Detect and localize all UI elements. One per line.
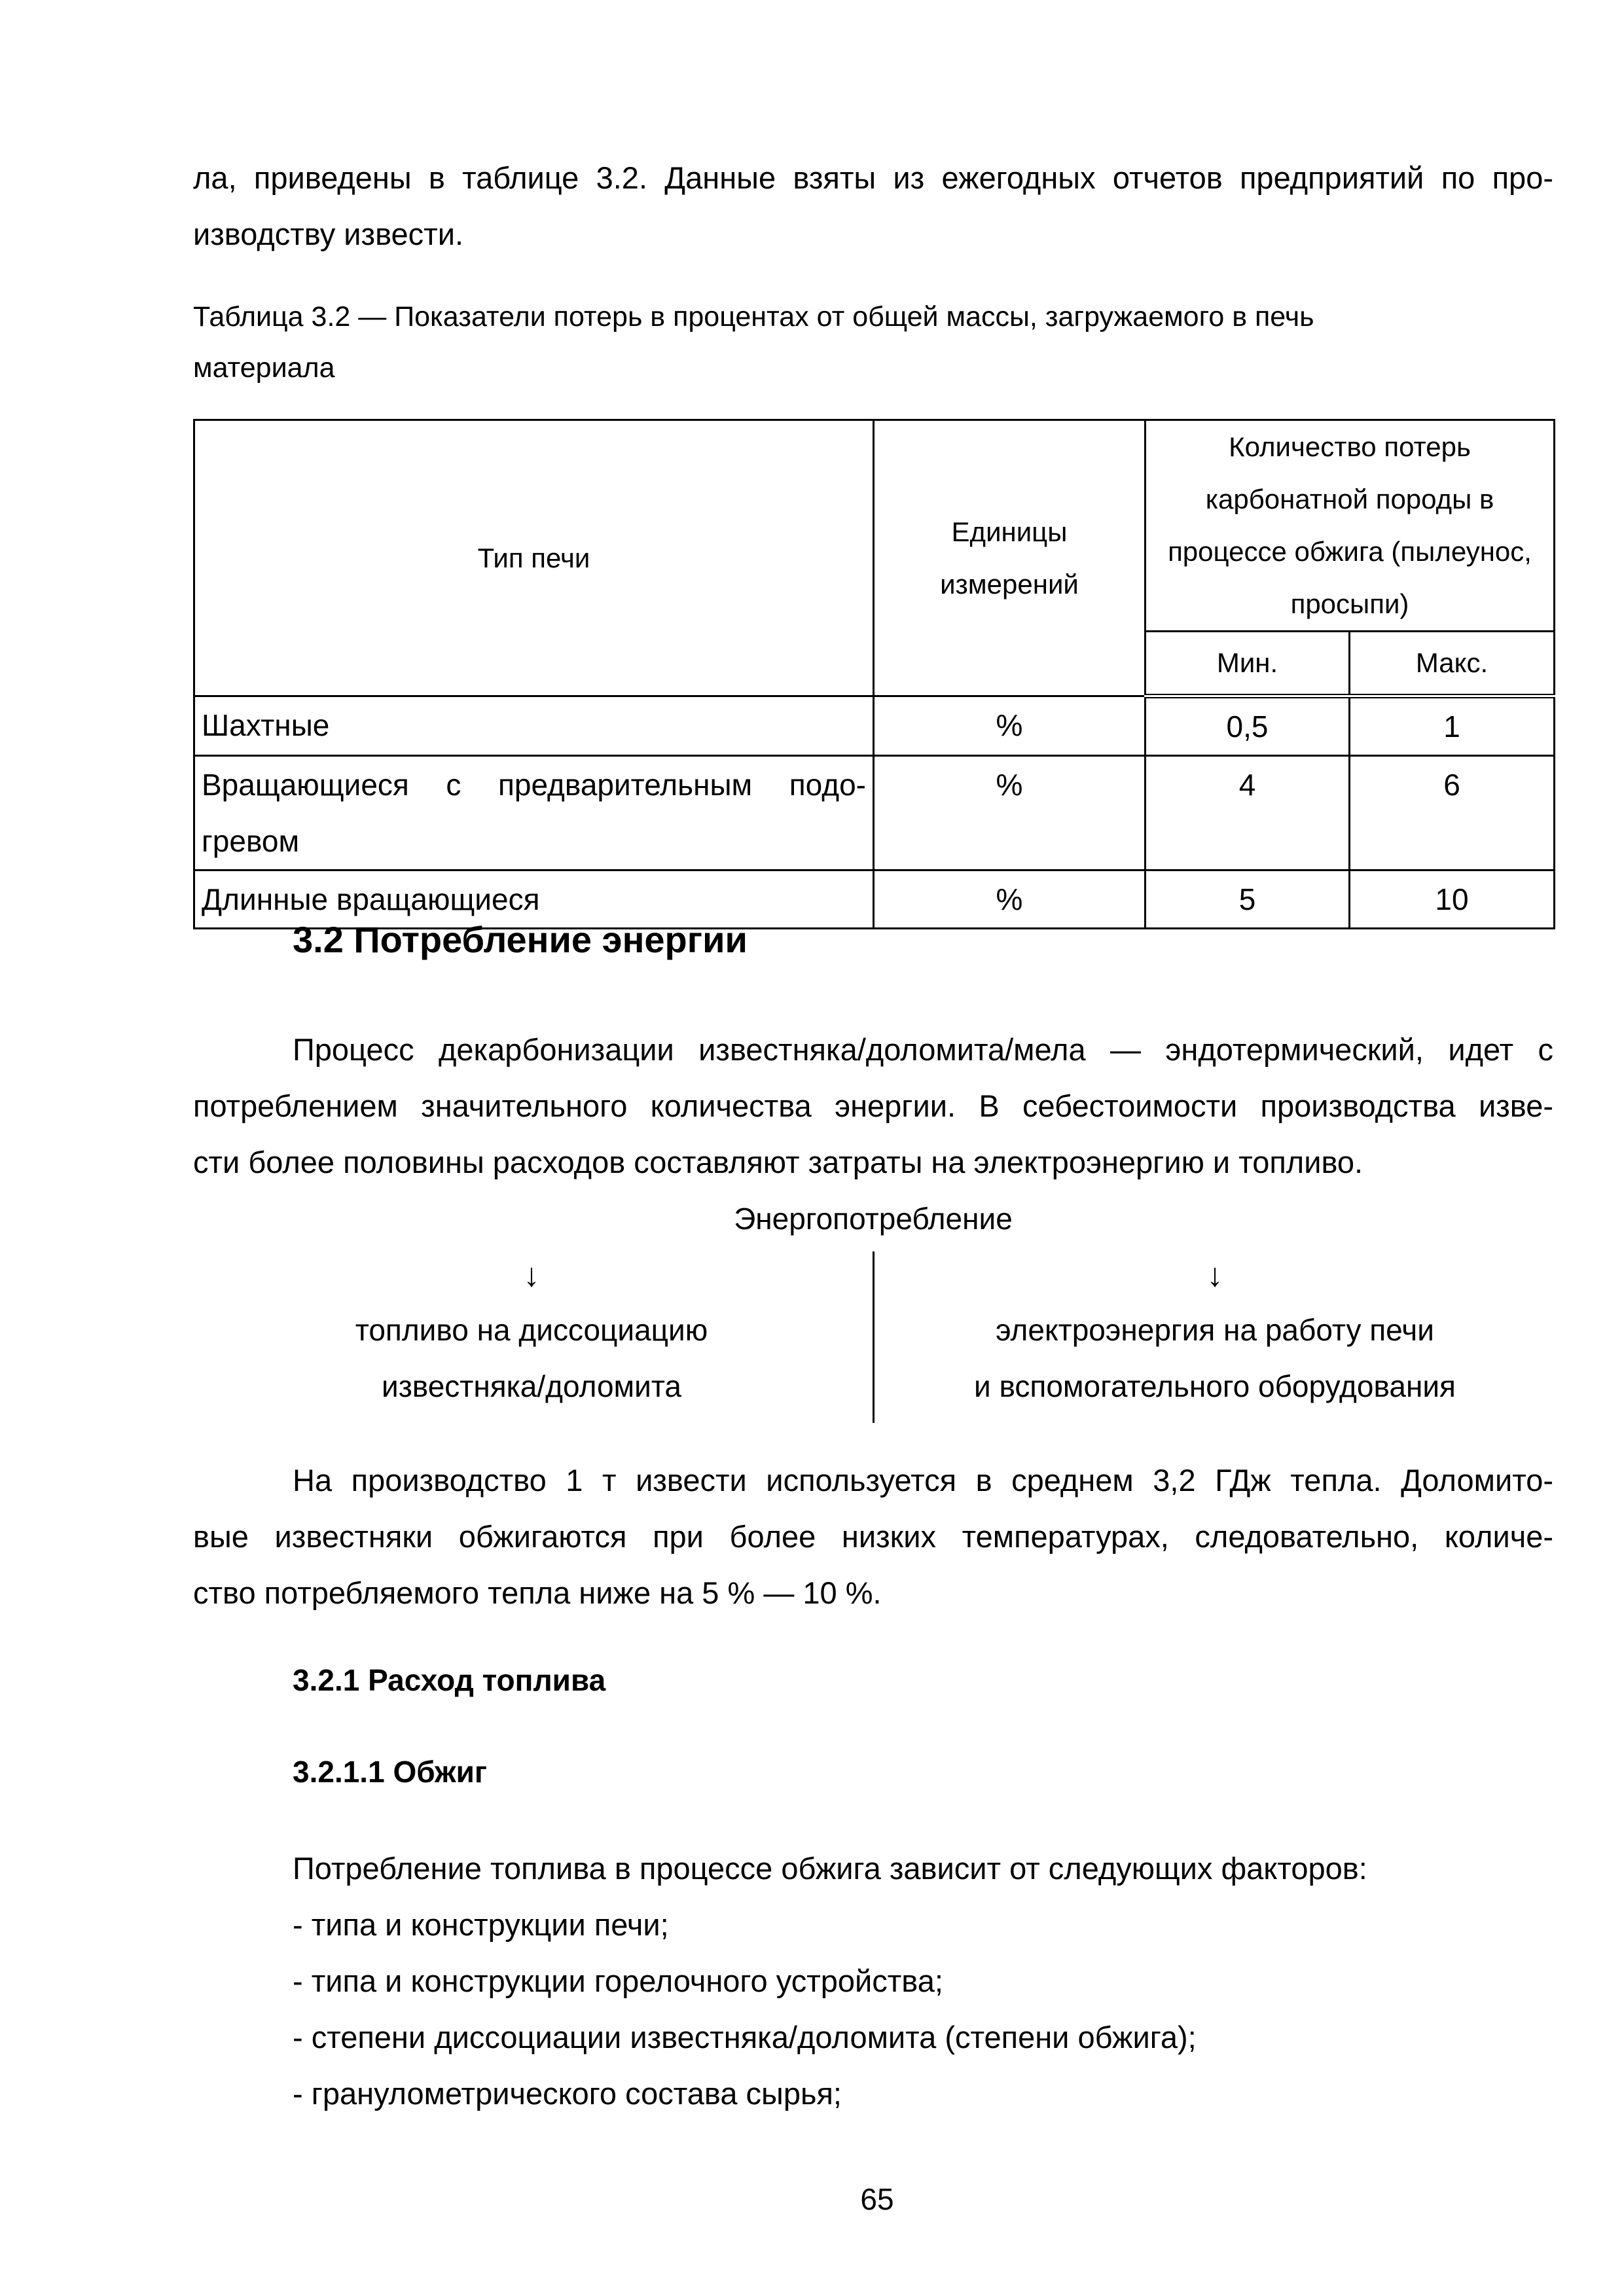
header-kiln-type: Тип печи xyxy=(194,420,874,696)
subheading-fuel-consumption: 3.2.1 Расход топлива xyxy=(293,1663,606,1697)
table-row xyxy=(194,696,1555,756)
diagram-left-line-1: топливо на диссоциацию xyxy=(355,1313,708,1347)
min-cell: 0,5 xyxy=(1146,696,1350,756)
kiln-type-cell: Вращающиеся с предварительным подо- гревом xyxy=(194,756,874,870)
list-item: - гранулометрического состава сырья; xyxy=(293,2076,842,2111)
min-cell: 5 xyxy=(1146,870,1350,929)
header-losses: Количество потерь карбонатной породы в процессе обжига (пылеунос, просыпи) xyxy=(1146,420,1555,632)
paragraph-2-line-1: На производство 1 т извести используется в среднем 3,2 ГДж тепла. Доломито- xyxy=(293,1463,1553,1498)
diagram-title: Энергопотребление xyxy=(734,1202,1013,1236)
unit-cell: % xyxy=(874,756,1146,870)
factors-intro: Потребление топлива в процессе обжига зависит от следующих факторов: xyxy=(293,1851,1367,1886)
intro-line-1: ла, приведены в таблице 3.2. Данные взяты из ежегодных отчетов предприятий по про- xyxy=(193,160,1553,195)
max-cell: 6 xyxy=(1350,756,1555,870)
paragraph-1-line-1: Процесс декарбонизации известняка/доломита/мела — эндотермический, идет с xyxy=(293,1032,1553,1067)
paragraph-1-line-3: сти более половины расходов составляют затраты на электроэнергию и топливо. xyxy=(193,1145,1363,1179)
losses-table xyxy=(193,419,1555,929)
kiln-type-cell: Длинные вращающиеся xyxy=(194,870,874,929)
header-units: Единицы измерений xyxy=(874,420,1146,696)
header-max: Макс. xyxy=(1350,632,1555,696)
diagram-divider xyxy=(873,1251,875,1423)
diagram-left-line-2: известняка/доломита xyxy=(382,1369,681,1403)
arrow-down-icon: ↓ xyxy=(1206,1257,1223,1293)
section-heading: 3.2 Потребление энергии xyxy=(293,919,748,960)
table-caption-line-2: материала xyxy=(193,352,335,384)
kiln-type-cell: Шахтные xyxy=(194,696,874,756)
max-cell: 10 xyxy=(1350,870,1555,929)
header-min: Мин. xyxy=(1146,632,1350,696)
diagram-right-line-2: и вспомогательного оборудования xyxy=(974,1369,1456,1403)
max-cell: 1 xyxy=(1350,696,1555,756)
list-item: - типа и конструкции печи; xyxy=(293,1907,669,1942)
paragraph-1-line-2: потреблением значительного количества энергии. В себестоимости производства изве- xyxy=(193,1088,1553,1123)
unit-cell: % xyxy=(874,870,1146,929)
paragraph-2-line-2: вые известняки обжигаются при более низких температурах, следовательно, количе- xyxy=(193,1519,1553,1554)
unit-cell: % xyxy=(874,696,1146,756)
min-cell: 4 xyxy=(1146,756,1350,870)
list-item: - степени диссоциации известняка/доломита (степени обжига); xyxy=(293,2020,1197,2054)
list-item: - типа и конструкции горелочного устройства; xyxy=(293,1964,943,1998)
intro-line-2: изводству извести. xyxy=(193,217,464,251)
table-row xyxy=(194,756,1555,870)
subheading-calcination: 3.2.1.1 Обжиг xyxy=(293,1755,488,1789)
diagram-right-line-1: электроэнергия на работу печи xyxy=(996,1313,1434,1347)
table-caption-line-1: Таблица 3.2 — Показатели потерь в процентах от общей массы, загружаемого в печь xyxy=(193,301,1314,332)
paragraph-2-line-3: ство потребляемого тепла ниже на 5 % — 10 %. xyxy=(193,1575,882,1610)
arrow-down-icon: ↓ xyxy=(523,1257,540,1293)
page-number: 65 xyxy=(860,2182,894,2216)
